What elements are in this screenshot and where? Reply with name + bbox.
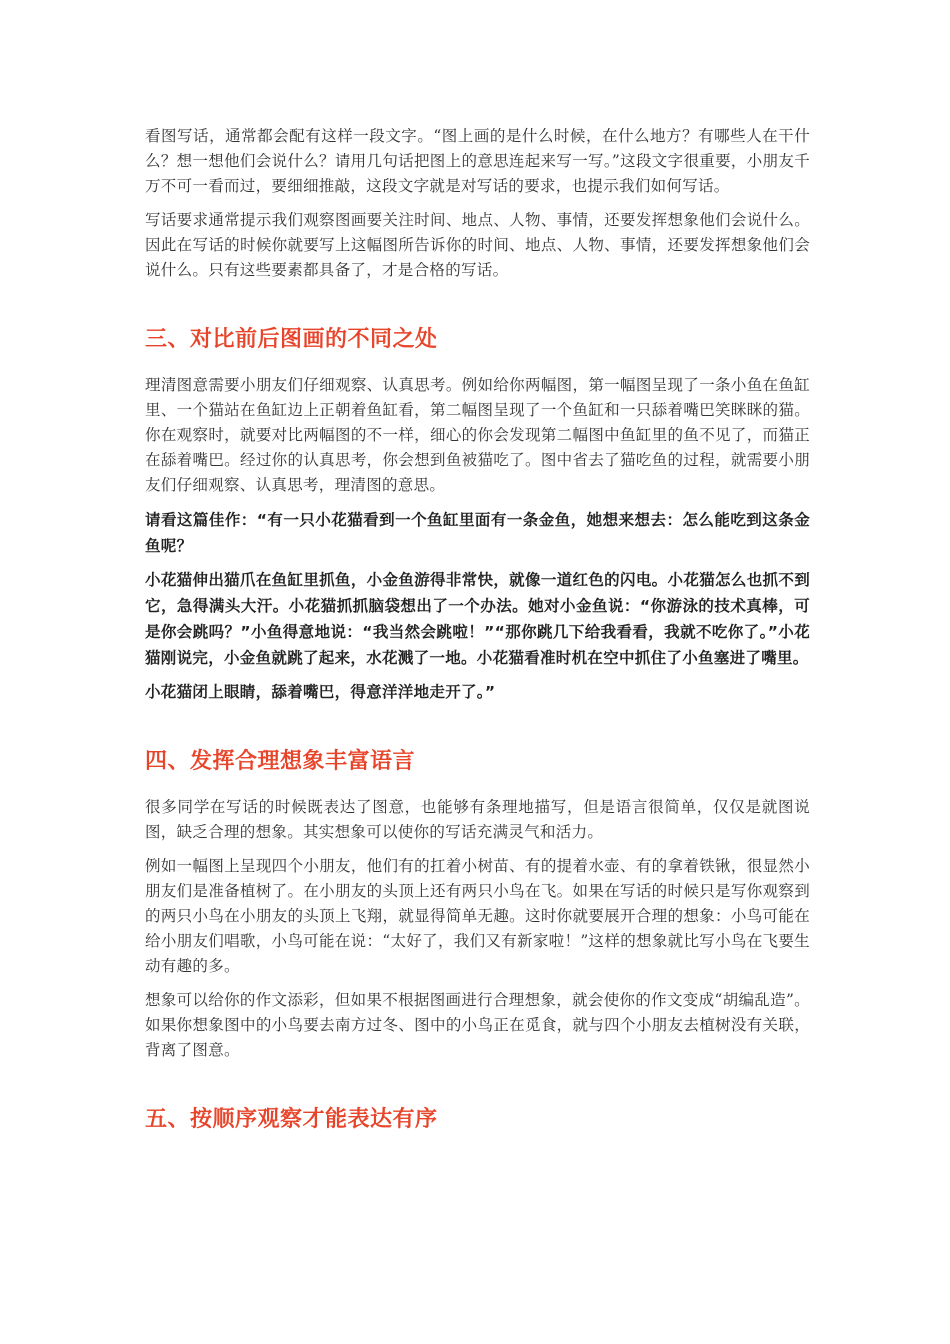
example-essay-intro: 请看这篇佳作：“有一只小花猫看到一个鱼缸里面有一条金鱼，她想来想去：怎么能吃到这条金鱼呢？ — [145, 511, 810, 555]
section-4-heading: 四、发挥合理想象丰富语言 — [145, 749, 416, 774]
example-essay-body: 小花猫伸出猫爪在鱼缸里抓鱼，小金鱼游得非常快，就像一道红色的闪电。小花猫怎么也抓不到它，急得满头大汗。小花猫抓抓脑袋想出了一个办法。她对小金鱼说：“你游泳的技术真棒，可是你会跳吗？”小鱼得意地说：“我当然会跳啦！”“那你跳几下给我看看，我就不吃你了。”小花猫刚说完，小金鱼就跳了起来，水花溅了一地。小花猫看准时机在空中抓住了小鱼塞进了嘴里。 — [145, 571, 810, 667]
section-4-paragraph-1: 很多同学在写话的时候既表达了图意，也能够有条理地描写，但是语言很简单，仅仅是就图说图，缺乏合理的想象。其实想象可以使你的写话充满灵气和活力。 — [145, 798, 810, 841]
section-5-heading: 五、按顺序观察才能表达有序 — [145, 1107, 438, 1132]
section-3-heading: 三、对比前后图画的不同之处 — [145, 327, 438, 352]
section-4-paragraph-3: 想象可以给你的作文添彩，但如果不根据图画进行合理想象，就会使你的作文变成“胡编乱造”。如果你想象图中的小鸟要去南方过冬、图中的小鸟正在觅食，就与四个小朋友去植树没有关联，背离了图意。 — [145, 991, 810, 1059]
document-page — [145, 124, 810, 1135]
section-3-paragraph: 理清图意需要小朋友们仔细观察、认真思考。例如给你两幅图，第一幅图呈现了一条小鱼在鱼缸里、一个猫站在鱼缸边上正朝着鱼缸看，第二幅图呈现了一个鱼缸和一只舔着嘴巴笑眯眯的猫。你在观察时，就要对比两幅图的不一样，细心的你会发现第二幅图中鱼缸里的鱼不见了，而猫正在舔着嘴巴。经过你的认真思考，你会想到鱼被猫吃了。图中省去了猫吃鱼的过程，就需要小朋友们仔细观察、认真思考，理清图的意思。 — [145, 376, 810, 494]
section-4-paragraph-2: 例如一幅图上呈现四个小朋友，他们有的扛着小树苗、有的提着水壶、有的拿着铁锹，很显然小朋友们是准备植树了。在小朋友的头顶上还有两只小鸟在飞。如果在写话的时候只是写你观察到的两只小鸟在小朋友的头顶上飞翔，就显得简单无趣。这时你就要展开合理的想象：小鸟可能在给小朋友们唱歌，小鸟可能在说：“太好了，我们又有新家啦！”这样的想象就比写小鸟在飞要生动有趣的多。 — [145, 857, 810, 975]
intro-paragraph-2: 写话要求通常提示我们观察图画要关注时间、地点、人物、事情，还要发挥想象他们会说什么。因此在写话的时候你就要写上这幅图所告诉你的时间、地点、人物、事情，还要发挥想象他们会说什么。只有这些要素都具备了，才是合格的写话。 — [145, 211, 810, 279]
intro-paragraph-1: 看图写话，通常都会配有这样一段文字。“图上画的是什么时候，在什么地方？有哪些人在干什么？想一想他们会说什么？请用几句话把图上的意思连起来写一写。”这段文字很重要，小朋友千万不可一看而过，要细细推敲，这段文字就是对写话的要求，也提示我们如何写话。 — [145, 127, 810, 195]
example-essay-ending: 小花猫闭上眼睛，舔着嘴巴，得意洋洋地走开了。” — [145, 683, 496, 701]
